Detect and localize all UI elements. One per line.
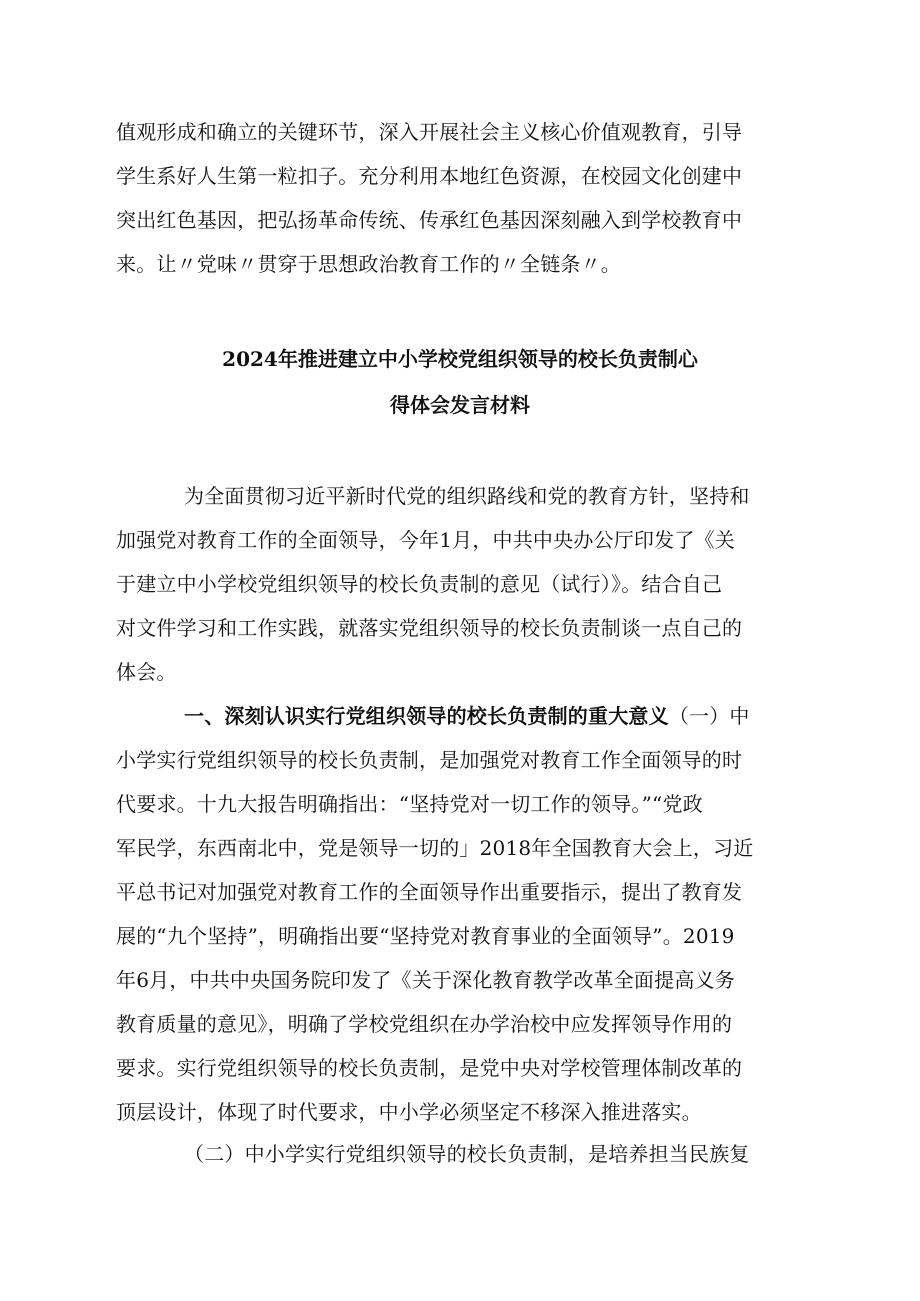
section-one-line: 教育质量的意见》，明确了学校党组织在办学治校中应发挥领导作用的 xyxy=(116,1012,733,1036)
section-one-line: 代要求。十九大报告明确指出：“坚持党对一切工作的领导。”“党政 xyxy=(116,792,703,816)
section-one-heading-line xyxy=(184,704,806,728)
section-one-line: 军民学，东西南北中，党是领导一切的」2018年全国教育大会上，习近 xyxy=(116,836,754,860)
section-one-line: 要求。实行党组织领导的校长负责制，是党中央对学校管理体制改革的 xyxy=(116,1056,743,1080)
paragraph-line: 突出红色基因，把弘扬革命传统、传承红色基因深刻融入到学校教育中 xyxy=(116,208,743,232)
intro-line-first: 为全面贯彻习近平新时代党的组织路线和党的教育方针，坚持和 xyxy=(184,484,750,508)
section-one-line: 小学实行党组织领导的校长负责制，是加强党对教育工作全面领导的时 xyxy=(116,748,743,772)
document-title-line-2: 得体会发言材料 xyxy=(390,393,530,417)
paragraph-line: 学生系好人生第一粒扣子。充分利用本地红色资源，在校园文化创建中 xyxy=(116,164,743,188)
section-two-first-line: （二）中小学实行党组织领导的校长负责制，是培养担当民族复 xyxy=(184,1142,750,1166)
intro-line: 于建立中小学校党组织领导的校长负责制的意见（试行）》。结合自己 xyxy=(116,572,723,596)
paragraph-line: 来。让〃党味〃贯穿于思想政治教育工作的〃全链条〃。 xyxy=(116,252,621,276)
section-one-heading: 一、深刻认识实行党组织领导的校长负责制的重大意义 xyxy=(184,704,669,728)
section-one-line: 年6月，中共中央国务院印发了《关于深化教育教学改革全面提高义务 xyxy=(116,968,735,992)
document-title-line-1: 2024年推进建立中小学校党组织领导的校长负责制心 xyxy=(222,347,698,371)
section-one-line: 展的“九个坚持”，明确指出要“坚持党对教育事业的全面领导”。2019 xyxy=(116,924,735,948)
intro-line: 体会。 xyxy=(116,660,177,684)
section-one-line: 平总书记对加强党对教育工作的全面领导作出重要指示，提出了教育发 xyxy=(116,880,743,904)
intro-line: 加强党对教育工作的全面领导，今年1月，中共中央办公厅印发了《关 xyxy=(116,528,735,552)
paragraph-line: 值观形成和确立的关键环节，深入开展社会主义核心价值观教育，引导 xyxy=(116,120,743,144)
section-one-heading-tail: （一）中 xyxy=(668,704,750,728)
intro-line: 对文件学习和工作实践，就落实党组织领导的校长负责制谈一点自己的 xyxy=(116,616,743,640)
section-one-line: 顶层设计，体现了时代要求，中小学必须坚定不移深入推进落实。 xyxy=(116,1100,702,1124)
